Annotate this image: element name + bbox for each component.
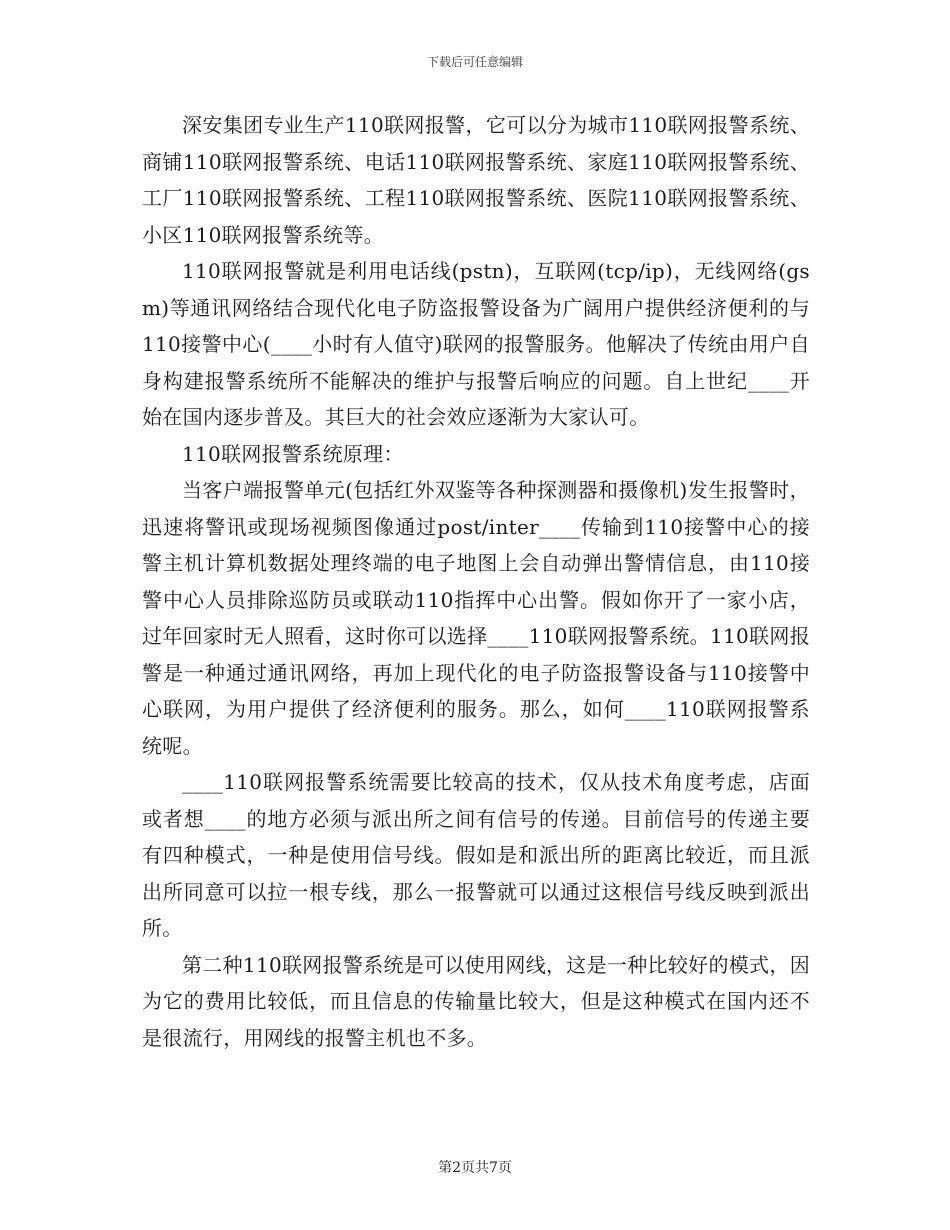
section-heading-principle: 110联网报警系统原理： <box>182 441 404 466</box>
paragraph-signal-line: ____110联网报警系统需要比较高的技术，仅从技术角度考虑，店面或者想____的地方必须与派出所之间有信号的传递。目前信号的传递主要有四种模式，一种是使用信号线。假如是和派出所的距离比较近，而且派出所同意可以拉一根专线，那么一报警就可以通过这根信号线反映到派出所。 <box>142 770 810 940</box>
paragraph-network-line: 第二种110联网报警系统是可以使用网线，这是一种比较好的模式，因为它的费用比较低，而且信息的传输量比较大，但是这种模式在国内还不是很流行，用网线的报警主机也不多。 <box>142 952 810 1050</box>
paragraph-principle: 当客户端报警单元(包括红外双鉴等各种探测器和摄像机)发生报警时，迅速将警讯或现场视频图像通过post/inter____传输到110接警中心的接警主机计算机数据处理终端的电子地图上会自动弹出警情信息，由110接警中心人员排除巡防员或联动110指挥中心出警。假如你开了一家小店，过年回家时无人照看，这时你可以选择____110联网报警系统。110联网报警是一种通过通讯网络，再加上现代化的电子防盗报警设备与110接警中心联网，为用户提供了经济便利的服务。那么，如何____110联网报警系统呢。 <box>142 478 810 758</box>
document-body <box>142 107 810 1056</box>
paragraph-intro: 深安集团专业生产110联网报警，它可以分为城市110联网报警系统、商铺110联网报警系统、电话110联网报警系统、家庭110联网报警系统、工厂110联网报警系统、工程110联网报警系统、医院110联网报警系统、小区110联网报警系统等。 <box>142 113 810 247</box>
paragraph-definition: 110联网报警就是利用电话线(pstn)，互联网(tcp/ip)，无线网络(gsm)等通讯网络结合现代化电子防盗报警设备为广阔用户提供经济便利的与110接警中心(____小时有人值守)联网的报警服务。他解决了传统由用户自身构建报警系统所不能解决的维护与报警后响应的问题。自上世纪____开始在国内逐步普及。其巨大的社会效应逐渐为大家认可。 <box>142 259 810 429</box>
page-header-note: 下载后可任意编辑 <box>426 55 523 69</box>
page-number: 第2页共7页 <box>438 1160 512 1176</box>
